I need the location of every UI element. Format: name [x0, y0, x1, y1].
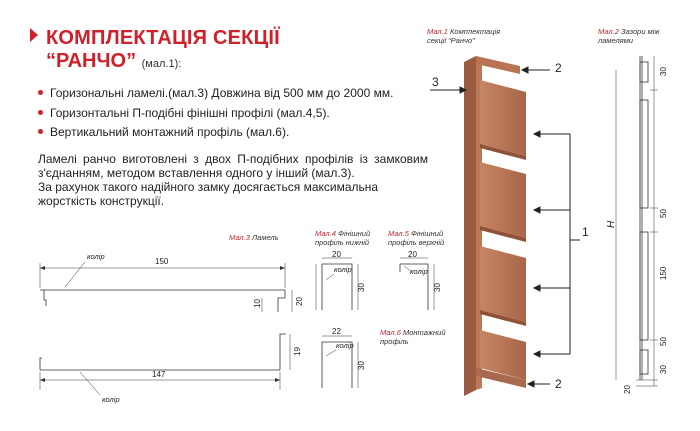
- list-item: Горизональні ламелі.(мал.3) Довжина від 500 мм до 2000 мм.: [38, 84, 393, 104]
- lamel-top-left-edge: [44, 290, 46, 306]
- fig1-caption: Мал.1 Комплектація секції “Ранчо”: [427, 27, 501, 45]
- fig5-width-label: 20: [408, 250, 417, 259]
- gap-dim: 50: [659, 209, 668, 218]
- chevron-right-icon: [30, 28, 38, 42]
- fig6-drawing: [312, 326, 377, 396]
- gap-block: [640, 232, 648, 340]
- lamel-panel: [480, 80, 526, 156]
- fig6-caption: Мал.6 Монтажний профіль: [380, 328, 446, 346]
- label-2-bottom: 2: [555, 377, 562, 391]
- dim-label-20: 20: [295, 297, 304, 306]
- fig6-width-label: 22: [332, 327, 341, 336]
- fig4-height-label: 30: [357, 283, 366, 292]
- bullet-icon: [38, 90, 43, 95]
- page-subtitle: [46, 50, 181, 73]
- title-figure-ref: (мал.1):: [141, 58, 182, 70]
- fig2-caption: Мал.2 Зазори між ламелями: [598, 27, 660, 45]
- height-axis-label: H: [606, 220, 617, 228]
- dim-label-19: 19: [293, 347, 302, 356]
- lamel-top-hook: [278, 290, 285, 312]
- fig5-color-label: колір: [410, 267, 428, 276]
- component-list: [38, 84, 393, 143]
- bullet-icon: [38, 129, 43, 134]
- gap-block: [640, 62, 648, 82]
- gap-dim: 50: [659, 337, 668, 346]
- gap-block: [640, 100, 648, 208]
- title-line1: КОМПЛЕКТАЦІЯ СЕКЦІЇ: [46, 27, 280, 49]
- bullet-icon: [38, 110, 43, 115]
- fig4-color-label: колір: [334, 265, 352, 274]
- color-label-bottom: колір: [102, 395, 120, 404]
- fig3-caption: Мал.3 Ламель: [229, 233, 279, 242]
- fig1-section-drawing: [430, 50, 590, 400]
- list-item: Вертикальний монтажний профіль (мал.6).: [38, 123, 393, 143]
- vertical-post: [464, 56, 476, 396]
- top-finish-profile: [476, 56, 520, 74]
- gap-dim: 150: [659, 266, 668, 280]
- paragraph-1: Ламелі ранчо виготовлені з двох П-подібних профілів із замковим з'єднанням, методом вставлення одного у інший (мал.3).: [38, 152, 428, 180]
- page-title: [30, 27, 280, 50]
- lamel-panel: [480, 246, 526, 322]
- dim-label-150: 150: [155, 257, 169, 266]
- lamel-panel: [480, 162, 526, 238]
- fig6-height-label: 30: [357, 361, 366, 370]
- lamel-bottom-hook: [280, 334, 286, 370]
- label-2-top: 2: [555, 61, 562, 75]
- title-line2: “РАНЧО”: [46, 50, 137, 72]
- lamel-panels: [480, 80, 526, 380]
- fig5-height-label: 30: [433, 283, 442, 292]
- gap-dim: 30: [659, 67, 668, 76]
- fig4-width-label: 20: [332, 250, 341, 259]
- fig2-gaps-drawing: [600, 50, 680, 400]
- gap-dim: 20: [623, 385, 632, 394]
- fig4-drawing: [312, 250, 372, 322]
- list-item: Горизонтальні П-подібні фінішні профілі (мал.4,5).: [38, 104, 393, 124]
- fig4-caption: Мал.4 Фінішний профіль нижній: [315, 229, 371, 247]
- dim-label-147: 147: [152, 370, 166, 379]
- paragraph-2: За рахунок такого надійного замку досягається максимальна жорсткість конструкції.: [38, 180, 379, 208]
- fig6-color-label: колір: [336, 341, 354, 350]
- gap-block: [640, 350, 648, 374]
- label-3: 3: [432, 75, 439, 89]
- gap-dim: 30: [659, 365, 668, 374]
- description-text: [38, 152, 428, 208]
- fig3-lamel-drawing: [30, 240, 320, 410]
- label-1: 1: [582, 225, 589, 239]
- dim-label-10: 10: [253, 299, 262, 308]
- fig5-caption: Мал.5 Фінішний профіль верхній: [388, 229, 445, 247]
- color-label-top: колір: [87, 252, 105, 261]
